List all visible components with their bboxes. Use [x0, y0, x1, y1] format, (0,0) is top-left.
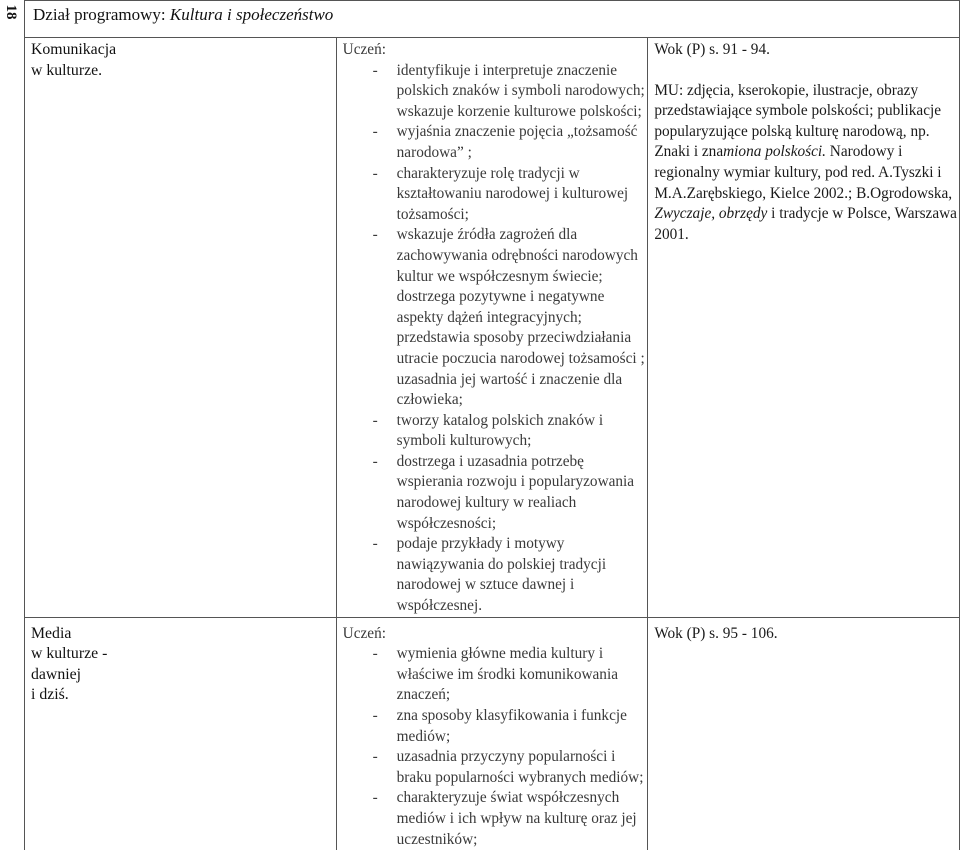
section-value: Kultura i społeczeństwo — [169, 5, 334, 24]
topic-cell — [25, 38, 337, 618]
textbook-reference: Wok (P) s. 91 - 94. — [654, 41, 770, 58]
topic-cell — [25, 617, 337, 850]
topic-line: w kulturze - — [31, 645, 108, 663]
requirements-list — [343, 61, 648, 617]
requirements-list — [343, 644, 648, 850]
uczen-label: Uczeń: — [342, 624, 386, 642]
topic-line: w kulturze. — [31, 61, 103, 79]
section-header — [25, 1, 960, 38]
teaching-materials — [654, 81, 959, 246]
materials-text: Narodowy i regionalny wymiar kultury, pod red. A.Tyszki i M.A.Zarębskiego, Kielce 2002.; B.Ogrodowska, — [654, 143, 953, 202]
list-item: - wskazuje źródła zagrożeń dla zachowywania odrębności narodowych kultur we współczesnym świecie; dostrzega pozytywne i negatywne aspekty dążeń integracyjnych; przedstawia sposoby przeciwdziałania utracie poczucia narodowej tożsamości ; uzasadnia jej wartość i znaczenie dla człowieka; — [343, 225, 648, 410]
list-item: - charakteryzuje rolę tradycji w kształtowaniu narodowej i kulturowej tożsamości; — [343, 164, 648, 226]
table-row — [25, 617, 960, 850]
topic-line: i dziś. — [31, 686, 69, 704]
curriculum-table — [24, 0, 960, 850]
list-item: - wyjaśnia znaczenie pojęcia „tożsamość narodowa” ; — [343, 122, 648, 163]
list-item: - tworzy katalog polskich znaków i symboli kulturowych; — [343, 411, 648, 452]
list-item: - podaje przykłady i motywy nawiązywania do polskiej tradycji narodowej w sztuce dawnej i współczesnej. — [343, 534, 648, 616]
list-item: - zna sposoby klasyfikowania i funkcje mediów; — [343, 706, 648, 747]
materials-text: MU: zdjęcia, kserokopie, ilustracje, obrazy przedstawiające symbole polskości; publikacje popularyzujące polską kulturę narodową, np. Znaki i zna — [654, 81, 942, 161]
materials-title: miona polskości. — [723, 143, 826, 161]
textbook-reference: Wok (P) s. 95 - 106. — [654, 624, 778, 642]
table-header-row — [25, 1, 960, 38]
section-label: Dział programowy: — [33, 5, 170, 24]
materials-text: i tradycje w Polsce, Warszawa 2001. — [654, 205, 957, 243]
page-number: 18 — [3, 4, 19, 20]
list-item: - dostrzega i uzasadnia potrzebę wspierania rozwoju i popularyzowania narodowej kultury w realiach współczesności; — [343, 452, 648, 534]
list-item: - charakteryzuje świat współczesnych mediów i ich wpływ na kulturę oraz jej uczestników; — [343, 788, 648, 850]
requirements-cell — [336, 617, 648, 850]
uczen-label: Uczeń: — [342, 41, 386, 58]
topic-line: Media — [31, 624, 72, 642]
list-item: - wymienia główne media kultury i właściwe im środki komunikowania znaczeń; — [343, 644, 648, 706]
materials-title: Zwyczaje, obrzędy — [654, 205, 768, 223]
topic-line: dawniej — [31, 665, 82, 683]
list-item: - uzasadnia przyczyny popularności i braku popularności wybranych mediów; — [343, 747, 648, 788]
topic-line: Komunikacja — [31, 41, 117, 58]
resources-cell — [648, 617, 960, 850]
resources-cell — [648, 38, 960, 618]
list-item: - identyfikuje i interpretuje znaczenie polskich znaków i symboli narodowych; wskazuje korzenie kulturowe polskości; — [343, 61, 648, 123]
page-number-strip — [0, 0, 25, 629]
table-row — [25, 38, 960, 618]
requirements-cell — [336, 38, 648, 618]
